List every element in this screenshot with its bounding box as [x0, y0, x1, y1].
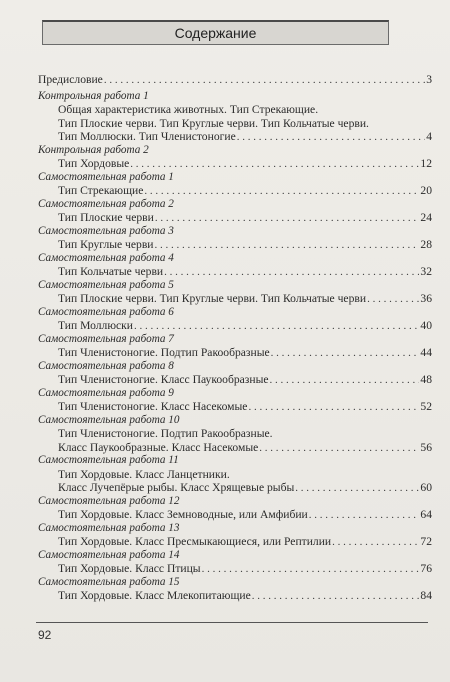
toc-line-preface[interactable] — [38, 73, 432, 87]
toc-entry — [38, 360, 432, 387]
toc-line-text: Тип Круглые черви — [58, 238, 154, 251]
toc-page-number: 3 — [426, 73, 432, 86]
toc-section-heading: Самостоятельная работа 12 — [38, 494, 180, 507]
toc-page-number: 64 — [420, 508, 432, 521]
toc-line[interactable] — [38, 157, 432, 171]
toc-entry — [38, 252, 432, 279]
dot-leader — [237, 130, 425, 144]
toc-section-heading: Контрольная работа 2 — [38, 143, 149, 156]
toc-entry — [38, 279, 432, 306]
toc-line[interactable] — [38, 292, 432, 306]
toc-section-heading: Самостоятельная работа 6 — [38, 305, 174, 318]
toc-entry — [38, 198, 432, 225]
toc-page-number: 12 — [420, 157, 432, 170]
dot-leader — [309, 508, 420, 522]
toc-line[interactable] — [38, 535, 432, 549]
toc-line[interactable] — [38, 346, 432, 360]
dot-leader — [259, 441, 419, 455]
toc-sections — [38, 90, 432, 603]
toc-line-text: Тип Членистоногие. Подтип Ракообразные. — [58, 427, 273, 440]
toc-line[interactable] — [38, 589, 432, 603]
toc-line — [38, 427, 432, 441]
toc-section-heading: Самостоятельная работа 15 — [38, 575, 180, 588]
toc-section-heading: Самостоятельная работа 13 — [38, 521, 180, 534]
toc-entry — [38, 171, 432, 198]
toc-line[interactable] — [38, 319, 432, 333]
dot-leader — [332, 535, 419, 549]
dot-leader — [248, 400, 419, 414]
toc-entry — [38, 90, 432, 144]
toc-line-text: Тип Плоские черви. Тип Круглые черви. Тип Кольчатые черви. — [58, 116, 369, 130]
toc-entry — [38, 522, 432, 549]
toc-line[interactable] — [38, 400, 432, 414]
toc-line-text: Класс Лучепёрые рыбы. Класс Хрящевые рыбы — [58, 481, 295, 494]
toc-line-text: Тип Членистоногие. Класс Паукообразные — [58, 373, 269, 386]
toc-section-heading: Самостоятельная работа 3 — [38, 224, 174, 237]
toc-page-number: 4 — [426, 130, 432, 143]
dot-leader — [155, 211, 420, 225]
toc-page-number: 36 — [420, 292, 432, 305]
toc-line[interactable] — [38, 238, 432, 252]
toc-line-text: Тип Хордовые. Класс Земноводные, или Амфибии — [58, 508, 308, 521]
footer-rule — [36, 622, 428, 623]
toc-line-text: Предисловие — [38, 73, 103, 86]
toc-page-number: 28 — [420, 238, 432, 251]
toc-section-heading: Самостоятельная работа 1 — [38, 170, 174, 183]
toc-page-number: 72 — [420, 535, 432, 548]
toc-page-number: 24 — [420, 211, 432, 224]
toc-section-heading: Самостоятельная работа 9 — [38, 386, 174, 399]
toc-line-text: Тип Членистоногие. Подтип Ракообразные — [58, 346, 270, 359]
toc-section-heading: Самостоятельная работа 11 — [38, 454, 179, 466]
toc-line — [38, 103, 432, 117]
toc-page-number: 20 — [420, 184, 432, 197]
toc-page-number: 40 — [420, 319, 432, 332]
dot-leader — [295, 481, 419, 495]
toc-line — [38, 117, 432, 131]
toc-entry — [38, 144, 432, 171]
dot-leader — [144, 184, 419, 198]
dot-leader — [104, 73, 425, 87]
toc-section-heading: Самостоятельная работа 7 — [38, 332, 174, 345]
dot-leader — [271, 346, 420, 360]
toc-line[interactable] — [38, 441, 432, 455]
toc-entry — [38, 576, 432, 603]
toc-line-text: Тип Членистоногие. Класс Насекомые — [58, 400, 248, 413]
toc-entry — [38, 306, 432, 333]
toc-line[interactable] — [38, 130, 432, 144]
dot-leader — [134, 319, 419, 333]
toc-entry — [38, 495, 432, 522]
page-title: Содержание — [174, 25, 257, 41]
toc-line-text: Тип Хордовые — [58, 157, 130, 170]
toc-section-heading: Самостоятельная работа 2 — [38, 197, 174, 210]
toc-line-text: Тип Плоские черви. Тип Круглые черви. Тип Кольчатые черви — [58, 292, 367, 305]
toc-line-text: Тип Хордовые. Класс Ланцетники. — [58, 467, 230, 481]
dot-leader — [155, 238, 420, 252]
toc-line-text: Тип Хордовые. Класс Млекопитающие — [58, 589, 251, 602]
toc-line-text: Тип Хордовые. Класс Птицы — [58, 562, 201, 575]
toc-line-text: Общая характеристика животных. Тип Стрекающие. — [58, 103, 319, 116]
toc-line[interactable] — [38, 481, 432, 495]
dot-leader — [202, 562, 420, 576]
toc-line-text: Тип Моллюски. Тип Членистоногие — [58, 130, 236, 143]
toc-section-heading: Самостоятельная работа 5 — [38, 278, 174, 291]
toc-section-heading: Самостоятельная работа 10 — [38, 413, 180, 426]
toc-entry — [38, 454, 432, 495]
toc-page-number: 32 — [420, 265, 432, 278]
toc-page-number: 76 — [420, 562, 432, 575]
toc-line-text: Тип Стрекающие — [58, 184, 144, 197]
toc-line[interactable] — [38, 211, 432, 225]
toc-line-text: Тип Моллюски — [58, 319, 133, 332]
dot-leader — [252, 589, 420, 603]
toc-section-heading: Контрольная работа 1 — [38, 89, 149, 102]
table-of-contents — [38, 73, 432, 603]
contents-title-bar — [42, 20, 389, 45]
toc-line[interactable] — [38, 508, 432, 522]
dot-leader — [130, 157, 419, 171]
dot-leader — [367, 292, 419, 306]
toc-page-number: 56 — [420, 440, 432, 454]
toc-line — [38, 468, 432, 482]
toc-page-number: 52 — [420, 400, 432, 413]
toc-line[interactable] — [38, 373, 432, 387]
toc-entry — [38, 414, 432, 455]
toc-line[interactable] — [38, 184, 432, 198]
toc-entry — [38, 387, 432, 414]
toc-entry — [38, 333, 432, 360]
toc-line[interactable] — [38, 265, 432, 279]
toc-section-heading: Самостоятельная работа 14 — [38, 548, 180, 561]
toc-line-text: Тип Хордовые. Класс Пресмыкающиеся, или Рептилии — [58, 535, 332, 548]
dot-leader — [270, 373, 420, 387]
toc-line-text: Тип Плоские черви — [58, 211, 154, 224]
toc-page-number: 84 — [420, 589, 432, 602]
toc-section-heading: Самостоятельная работа 8 — [38, 359, 174, 372]
toc-line-text: Класс Паукообразные. Класс Насекомые — [58, 440, 259, 454]
toc-page-number: 44 — [420, 346, 432, 359]
page-number: 92 — [38, 628, 52, 642]
dot-leader — [164, 265, 419, 279]
toc-section-heading: Самостоятельная работа 4 — [38, 251, 174, 264]
toc-entry — [38, 549, 432, 576]
toc-entry — [38, 225, 432, 252]
toc-page-number: 60 — [420, 481, 432, 494]
toc-page-number: 48 — [420, 373, 432, 386]
toc-line-text: Тип Кольчатые черви — [58, 265, 164, 278]
toc-line[interactable] — [38, 562, 432, 576]
